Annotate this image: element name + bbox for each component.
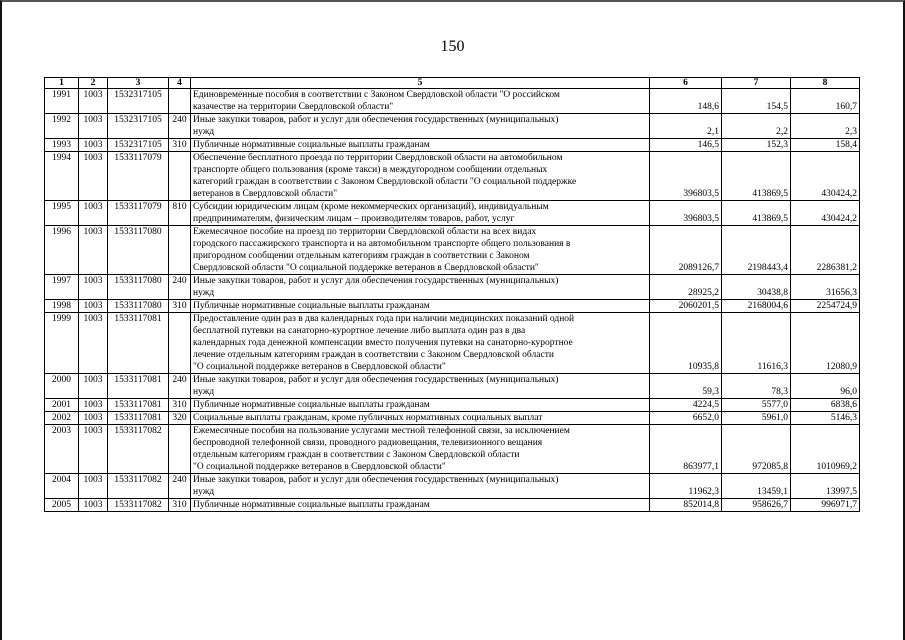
- expense-type-code: 310: [169, 499, 191, 512]
- amount-year-2: 972085,8: [722, 425, 791, 474]
- amount-year-3: 12080,9: [791, 313, 860, 374]
- amount-year-3: 5146,3: [791, 412, 860, 425]
- expense-type-code: 240: [169, 374, 191, 399]
- table-row: [45, 139, 860, 152]
- target-article-code: 1533117080: [108, 275, 169, 300]
- amount-year-2: 958626,7: [722, 499, 791, 512]
- amount-year-1: 11962,3: [650, 474, 722, 499]
- amount-year-2: 13459,1: [722, 474, 791, 499]
- amount-year-1: 10935,8: [650, 313, 722, 374]
- section-code: 1003: [79, 139, 108, 152]
- amount-year-2: 413869,5: [722, 152, 791, 201]
- row-number: 1999: [45, 313, 79, 374]
- amount-year-3: 31656,3: [791, 275, 860, 300]
- item-name: Иные закупки товаров, работ и услуг для обеспечения государственных (муниципальных) нужд: [191, 114, 650, 139]
- item-name: Обеспечение бесплатного проезда по территории Свердловской области на автомобильном транспорте общего пользования (кроме такси) в междугородном сообщении отдельных категорий граждан в соответствии с Законом Свердловской области "О социальной поддержке ветеранов в Свердловской области": [191, 152, 650, 201]
- expense-type-code: [169, 425, 191, 474]
- header-cell: 4: [169, 78, 191, 89]
- amount-year-2: 5577,0: [722, 399, 791, 412]
- item-name: Публичные нормативные социальные выплаты гражданам: [191, 139, 650, 152]
- target-article-code: 1532317105: [108, 114, 169, 139]
- amount-year-3: 2,3: [791, 114, 860, 139]
- row-number: 2000: [45, 374, 79, 399]
- item-name: Иные закупки товаров, работ и услуг для обеспечения государственных (муниципальных) нужд: [191, 374, 650, 399]
- table-row: [45, 313, 860, 374]
- amount-year-2: 78,3: [722, 374, 791, 399]
- amount-year-1: 28925,2: [650, 275, 722, 300]
- amount-year-2: 413869,5: [722, 201, 791, 226]
- table-row: [45, 425, 860, 474]
- target-article-code: 1532317105: [108, 139, 169, 152]
- section-code: 1003: [79, 152, 108, 201]
- target-article-code: 1533117080: [108, 300, 169, 313]
- section-code: 1003: [79, 114, 108, 139]
- amount-year-1: 2,1: [650, 114, 722, 139]
- header-cell: 8: [791, 78, 860, 89]
- amount-year-3: 6838,6: [791, 399, 860, 412]
- section-code: 1003: [79, 313, 108, 374]
- expense-type-code: 320: [169, 412, 191, 425]
- expense-type-code: 240: [169, 275, 191, 300]
- row-number: 1997: [45, 275, 79, 300]
- table-row: [45, 275, 860, 300]
- item-name: Публичные нормативные социальные выплаты гражданам: [191, 399, 650, 412]
- header-cell: 7: [722, 78, 791, 89]
- row-number: 1991: [45, 89, 79, 114]
- section-code: 1003: [79, 499, 108, 512]
- target-article-code: 1533117080: [108, 226, 169, 275]
- amount-year-1: 396803,5: [650, 201, 722, 226]
- item-name: Ежемесячные пособия на пользование услугами местной телефонной связи, за исключением беспроводной телефонной связи, проводного радиовещания, телевизионного вещания отдельным категориям граждан в соответствии с Законом Свердловской области "О социальной поддержке ветеранов в Свердловской области": [191, 425, 650, 474]
- amount-year-2: 2,2: [722, 114, 791, 139]
- amount-year-3: 1010969,2: [791, 425, 860, 474]
- section-code: 1003: [79, 474, 108, 499]
- target-article-code: 1533117082: [108, 499, 169, 512]
- item-name: Единовременные пособия в соответствии с Законом Свердловской области "О российском казачестве на территории Свердловской области": [191, 89, 650, 114]
- expense-type-code: 240: [169, 474, 191, 499]
- item-name: Иные закупки товаров, работ и услуг для обеспечения государственных (муниципальных) нужд: [191, 275, 650, 300]
- row-number: 1996: [45, 226, 79, 275]
- item-name: Иные закупки товаров, работ и услуг для обеспечения государственных (муниципальных) нужд: [191, 474, 650, 499]
- expense-type-code: [169, 152, 191, 201]
- amount-year-1: 852014,8: [650, 499, 722, 512]
- target-article-code: 1533117081: [108, 399, 169, 412]
- amount-year-3: 13997,5: [791, 474, 860, 499]
- expense-type-code: 310: [169, 139, 191, 152]
- amount-year-2: 30438,8: [722, 275, 791, 300]
- section-code: 1003: [79, 300, 108, 313]
- header-cell: 6: [650, 78, 722, 89]
- section-code: 1003: [79, 412, 108, 425]
- section-code: 1003: [79, 226, 108, 275]
- table-row: [45, 89, 860, 114]
- row-number: 1992: [45, 114, 79, 139]
- expense-type-code: [169, 89, 191, 114]
- section-code: 1003: [79, 89, 108, 114]
- item-name: Социальные выплаты гражданам, кроме публичных нормативных социальных выплат: [191, 412, 650, 425]
- row-number: 1993: [45, 139, 79, 152]
- amount-year-1: 6652,0: [650, 412, 722, 425]
- header-row: [45, 78, 860, 89]
- item-name: Предоставление один раз в два календарных года при наличии медицинских показаний одной бесплатной путевки на санаторно-курортное лечение либо выплата один раз в два календарных года денежной компенсации вместо получения путевки на санаторно-курортное лечение отдельным категориям граждан в соответствии с Законом Свердловской области "О социальной поддержке ветеранов в Свердловской области": [191, 313, 650, 374]
- amount-year-2: 2198443,4: [722, 226, 791, 275]
- amount-year-1: 148,6: [650, 89, 722, 114]
- amount-year-1: 863977,1: [650, 425, 722, 474]
- amount-year-1: 2089126,7: [650, 226, 722, 275]
- amount-year-3: 158,4: [791, 139, 860, 152]
- item-name: Субсидии юридическим лицам (кроме некоммерческих организаций), индивидуальным предпринимателям, физическим лицам – производителям товаров, работ, услуг: [191, 201, 650, 226]
- item-name: Ежемесячное пособие на проезд по территории Свердловской области на всех видах городского пассажирского транспорта и на автомобильном транспорте общего пользования в пригородном сообщении отдельным категориям граждан в соответствии с Законом Свердловской области "О социальной поддержке ветеранов в Свердловской области": [191, 226, 650, 275]
- row-number: 2004: [45, 474, 79, 499]
- expense-type-code: [169, 226, 191, 275]
- table-row: [45, 226, 860, 275]
- expense-type-code: [169, 313, 191, 374]
- table-row: [45, 474, 860, 499]
- amount-year-2: 2168004,6: [722, 300, 791, 313]
- expense-type-code: 310: [169, 300, 191, 313]
- section-code: 1003: [79, 425, 108, 474]
- item-name: Публичные нормативные социальные выплаты гражданам: [191, 499, 650, 512]
- table-row: [45, 399, 860, 412]
- header-cell: 2: [79, 78, 108, 89]
- row-number: 2005: [45, 499, 79, 512]
- amount-year-3: 96,0: [791, 374, 860, 399]
- expense-type-code: 240: [169, 114, 191, 139]
- table-row: [45, 201, 860, 226]
- page-number: 150: [440, 38, 465, 55]
- row-number: 1994: [45, 152, 79, 201]
- amount-year-3: 430424,2: [791, 152, 860, 201]
- header-cell: 3: [108, 78, 169, 89]
- target-article-code: 1533117082: [108, 474, 169, 499]
- section-code: 1003: [79, 275, 108, 300]
- amount-year-1: 2060201,5: [650, 300, 722, 313]
- amount-year-3: 430424,2: [791, 201, 860, 226]
- section-code: 1003: [79, 374, 108, 399]
- row-number: 2003: [45, 425, 79, 474]
- amount-year-3: 2254724,9: [791, 300, 860, 313]
- amount-year-2: 154,5: [722, 89, 791, 114]
- row-number: 1995: [45, 201, 79, 226]
- target-article-code: 1533117079: [108, 152, 169, 201]
- amount-year-3: 2286381,2: [791, 226, 860, 275]
- item-name: Публичные нормативные социальные выплаты гражданам: [191, 300, 650, 313]
- target-article-code: 1533117081: [108, 412, 169, 425]
- budget-table: [44, 77, 860, 512]
- amount-year-3: 996971,7: [791, 499, 860, 512]
- target-article-code: 1532317105: [108, 89, 169, 114]
- section-code: 1003: [79, 399, 108, 412]
- target-article-code: 1533117079: [108, 201, 169, 226]
- table-row: [45, 114, 860, 139]
- table-row: [45, 300, 860, 313]
- table-row: [45, 152, 860, 201]
- target-article-code: 1533117081: [108, 313, 169, 374]
- row-number: 1998: [45, 300, 79, 313]
- header-cell: 5: [191, 78, 650, 89]
- expense-type-code: 810: [169, 201, 191, 226]
- amount-year-2: 152,3: [722, 139, 791, 152]
- header-cell: 1: [45, 78, 79, 89]
- row-number: 2001: [45, 399, 79, 412]
- amount-year-1: 59,3: [650, 374, 722, 399]
- amount-year-1: 396803,5: [650, 152, 722, 201]
- target-article-code: 1533117082: [108, 425, 169, 474]
- amount-year-2: 5961,0: [722, 412, 791, 425]
- table-row: [45, 412, 860, 425]
- amount-year-1: 146,5: [650, 139, 722, 152]
- section-code: 1003: [79, 201, 108, 226]
- table-row: [45, 374, 860, 399]
- expense-type-code: 310: [169, 399, 191, 412]
- table-row: [45, 499, 860, 512]
- row-number: 2002: [45, 412, 79, 425]
- amount-year-2: 11616,3: [722, 313, 791, 374]
- target-article-code: 1533117081: [108, 374, 169, 399]
- amount-year-1: 4224,5: [650, 399, 722, 412]
- amount-year-3: 160,7: [791, 89, 860, 114]
